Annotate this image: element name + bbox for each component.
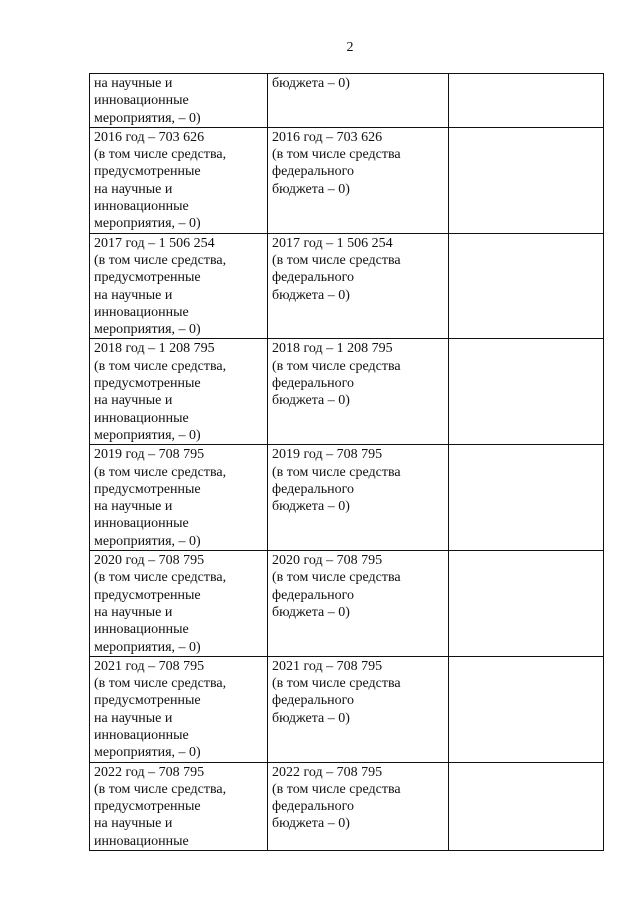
table-cell-funding-federal: 2021 год – 708 795 (в том числе средства федерального бюджета – 0) [268,656,449,762]
table-cell-empty [449,762,604,850]
table-cell-funding-federal: 2019 год – 708 795 (в том числе средства федерального бюджета – 0) [268,445,449,551]
table-cell-funding-total: 2018 год – 1 208 795 (в том числе средства, предусмотренные на научные и инновационные мероприятия, – 0) [90,339,268,445]
table-cell-funding-total: 2016 год – 703 626 (в том числе средства, предусмотренные на научные и инновационные мероприятия, – 0) [90,127,268,233]
table-cell-empty [449,127,604,233]
table-cell-funding-federal: 2020 год – 708 795 (в том числе средства федерального бюджета – 0) [268,551,449,657]
table-cell-funding-total: 2022 год – 708 795 (в том числе средства, предусмотренные на научные и инновационные [90,762,268,850]
table-cell-empty [449,445,604,551]
table-row [90,233,604,339]
table-cell-funding-federal: бюджета – 0) [268,74,449,128]
table-cell-empty [449,656,604,762]
table-row [90,74,604,128]
table-cell-funding-total: на научные и инновационные мероприятия, – 0) [90,74,268,128]
table-cell-funding-total: 2021 год – 708 795 (в том числе средства, предусмотренные на научные и инновационные мероприятия, – 0) [90,656,268,762]
table-cell-empty [449,339,604,445]
table-row [90,339,604,445]
table-cell-funding-federal: 2022 год – 708 795 (в том числе средства федерального бюджета – 0) [268,762,449,850]
table-cell-funding-federal: 2016 год – 703 626 (в том числе средства федерального бюджета – 0) [268,127,449,233]
table-row [90,445,604,551]
table-row [90,551,604,657]
table-cell-funding-total: 2019 год – 708 795 (в том числе средства, предусмотренные на научные и инновационные мероприятия, – 0) [90,445,268,551]
page-number: 2 [346,40,354,55]
table-cell-funding-total: 2020 год – 708 795 (в том числе средства, предусмотренные на научные и инновационные мероприятия, – 0) [90,551,268,657]
table-cell-empty [449,551,604,657]
table-cell-funding-federal: 2017 год – 1 506 254 (в том числе средства федерального бюджета – 0) [268,233,449,339]
table-cell-funding-total: 2017 год – 1 506 254 (в том числе средства, предусмотренные на научные и инновационные мероприятия, – 0) [90,233,268,339]
table-row [90,127,604,233]
table-cell-empty [449,233,604,339]
table-row [90,656,604,762]
table-cell-empty [449,74,604,128]
budget-table [89,73,604,851]
table-row [90,762,604,850]
table-cell-funding-federal: 2018 год – 1 208 795 (в том числе средства федерального бюджета – 0) [268,339,449,445]
